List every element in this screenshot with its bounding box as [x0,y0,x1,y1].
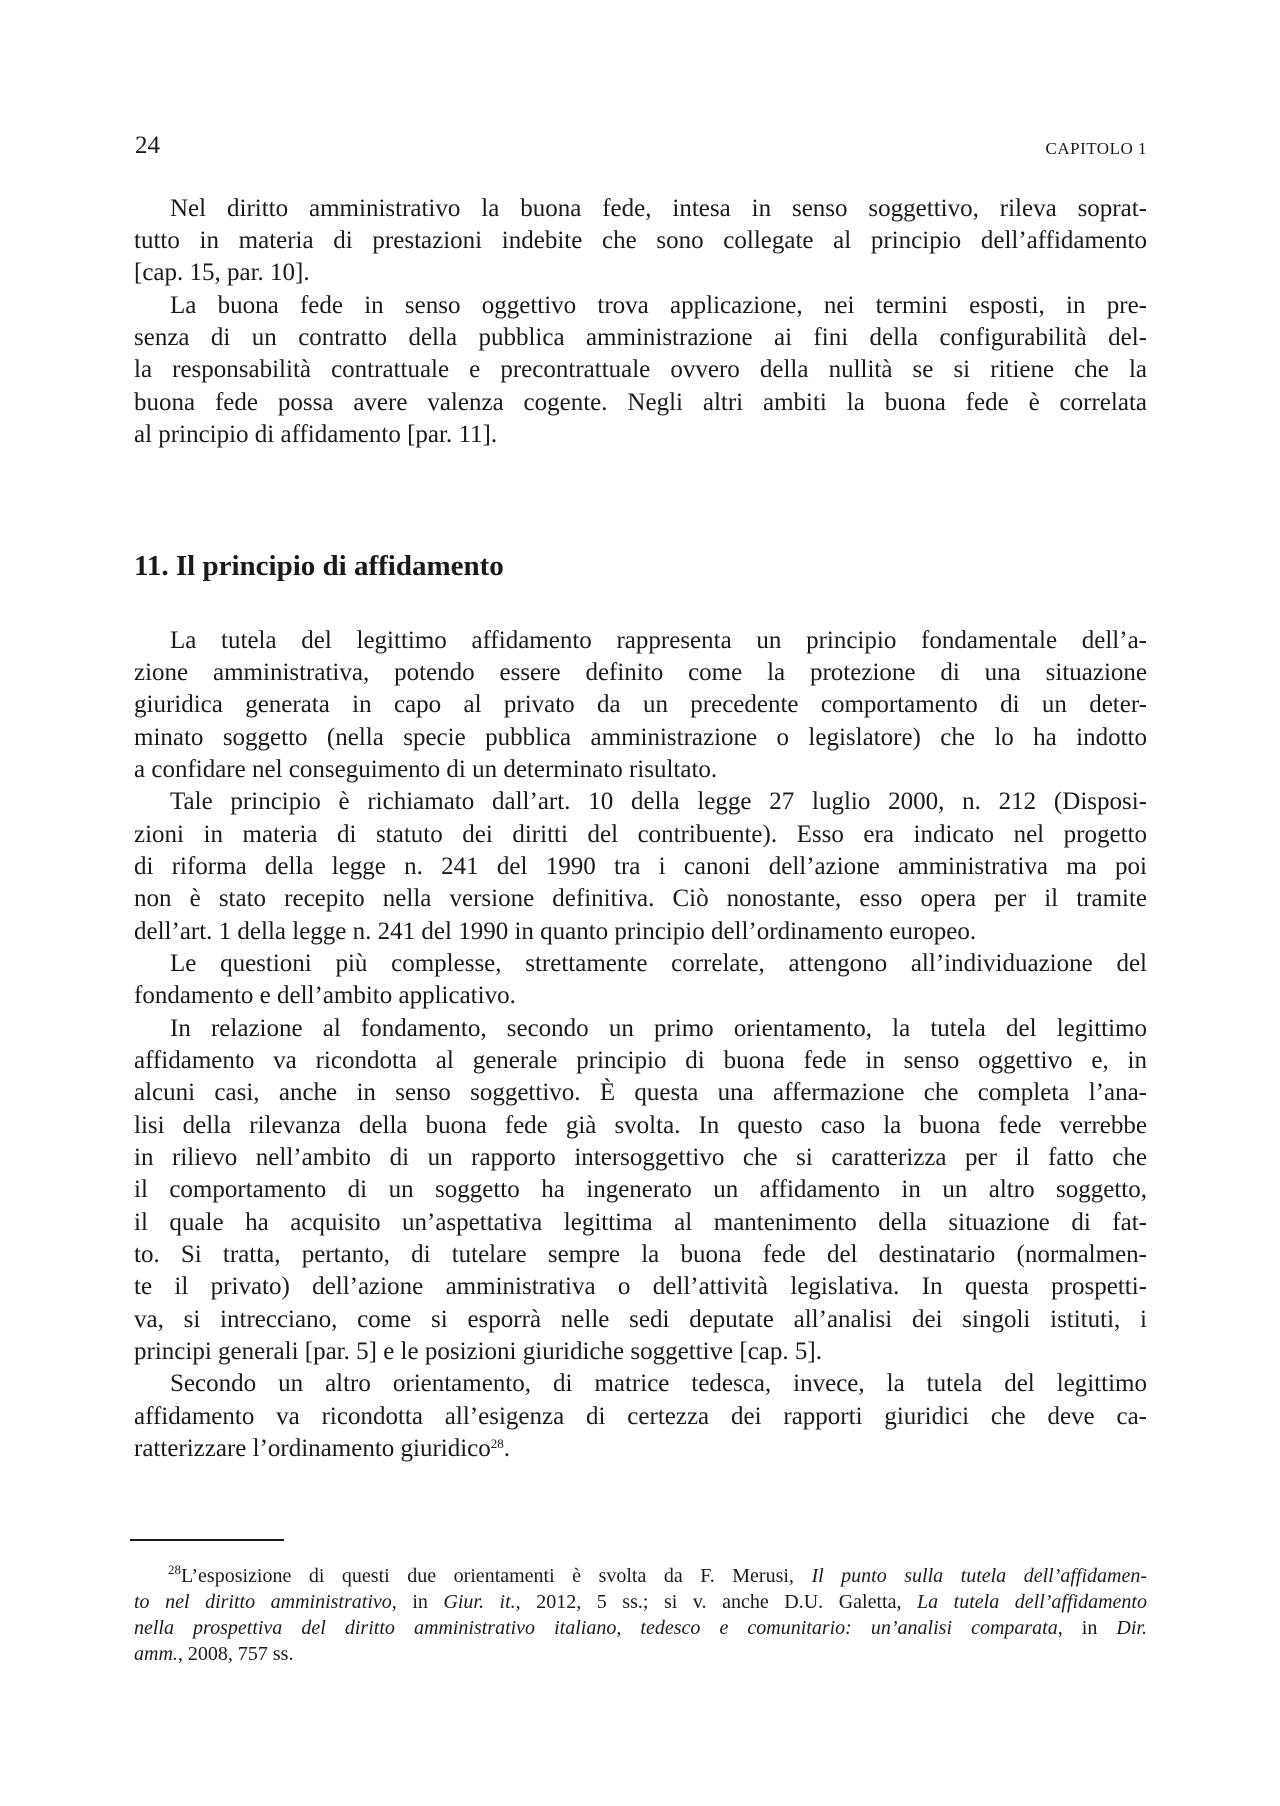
footnote-text: , 2008, 757 ss. [177,1643,294,1665]
text-line: Tale principio è richiamato dall’art. 10 della legge 27 luglio 2000, n. 212 (Disposi- [170,788,1147,815]
text-line: alcuni casi, anche in senso soggettivo. È questa una affermazione che completa l’ana- [134,1079,1147,1106]
footnote-title: Il punto sulla tutela dell’affidamen- [811,1565,1147,1587]
punctuation: . [503,1435,511,1462]
text-line: va, si intrecciano, come si esporrà nelle sedi deputate all’analisi dei singoli istituti, i [134,1306,1147,1333]
text-line: zioni in materia di statuto dei diritti del contribuente). Esso era indicato nel progetto [134,821,1147,848]
text-line: di riforma della legge n. 241 del 1990 tra i canoni dell’azione amministrativa ma poi [134,853,1147,880]
footnote-line [134,1642,1147,1666]
text-line: la responsabilità contrattuale e precontrattuale ovvero della nullità se si ritiene che la [134,356,1147,383]
text-line: La tutela del legittimo affidamento rappresenta un principio fondamentale dell’a- [170,627,1147,654]
text-line: te il privato) dell’azione amministrativa o dell’attività legislativa. In questa prospetti- [134,1273,1147,1300]
text-line: Nel diritto amministrativo la buona fede, intesa in senso soggettivo, rileva soprat- [170,195,1147,222]
footnote-line [168,1564,1147,1588]
footnote-title: to nel diritto amministrativo [134,1591,392,1613]
journal-name: Giur. it. [443,1591,516,1613]
text-line [134,1434,1147,1464]
text-line: buona fede possa avere valenza cogente. Negli altri ambiti la buona fede è correlata [134,389,1147,416]
journal-name: amm. [134,1643,178,1665]
text-line-content: ratterizzare l’ordinamento giuridico [134,1435,491,1462]
footnote-text: , 2012, 5 ss.; si v. anche D.U. Galetta, [515,1591,918,1613]
text-line: Secondo un altro orientamento, di matrice tedesca, invece, la tutela del legittimo [170,1370,1147,1397]
footnote-reference[interactable]: 28 [490,1436,504,1451]
text-line: il comportamento di un soggetto ha ingenerato un affidamento in un altro soggetto, [134,1176,1147,1203]
text-line: to. Si tratta, pertanto, di tutelare sempre la buona fede del destinatario (normalmen- [134,1241,1147,1268]
text-line: dell’art. 1 della legge n. 241 del 1990 in quanto principio dell’ordinamento europeo. [134,918,977,945]
text-line: minato soggetto (nella specie pubblica amministrazione o legislatore) che lo ha indotto [134,724,1147,751]
text-line: in rilievo nell’ambito di un rapporto intersoggettivo che si caratterizza per il fatto che [134,1144,1147,1171]
text-line: principi generali [par. 5] e le posizioni giuridiche soggettive [cap. 5]. [134,1338,822,1365]
footnote-text: L’esposizione di questi due orientamenti è svolta da F. Merusi, [181,1565,812,1587]
page-number: 24 [135,132,160,159]
text-line: lisi della rilevanza della buona fede già svolta. In questo caso la buona fede verrebbe [134,1112,1147,1139]
journal-name: Dir. [1116,1617,1147,1639]
footnote-title: La tutela dell’affidamento [917,1591,1147,1613]
text-line: fondamento e dell’ambito applicativo. [134,982,516,1009]
footnote-text: , in [391,1591,444,1613]
text-line: al principio di affidamento [par. 11]. [134,421,498,448]
footnote-title: nella prospettiva del diritto amministrativo italiano, tedesco e comunitario: un’analisi comparata [134,1617,1058,1639]
text-line: affidamento va ricondotta al generale principio di buona fede in senso oggettivo e, in [134,1047,1147,1074]
text-line: In relazione al fondamento, secondo un primo orientamento, la tutela del legittimo [170,1015,1147,1042]
footnote-separator [130,1539,284,1541]
text-line: affidamento va ricondotta all’esigenza di certezza dei rapporti giuridici che deve ca- [134,1403,1147,1430]
section-heading: 11. Il principio di affidamento [134,550,504,582]
text-line: La buona fede in senso oggettivo trova applicazione, nei termini esposti, in pre- [170,292,1147,319]
text-line: a confidare nel conseguimento di un determinato risultato. [134,756,718,783]
text-line: giuridica generata in capo al privato da un precedente comportamento di un deter- [134,691,1147,718]
text-line: Le questioni più complesse, strettamente correlate, attengono all’individuazione del [170,950,1147,977]
footnote-text: , in [1057,1617,1117,1639]
text-line: il quale ha acquisito un’aspettativa legittima al mantenimento della situazione di fat- [134,1209,1147,1236]
footnote-line [134,1616,1147,1640]
footnote-line [134,1590,1147,1614]
text-line: senza di un contratto della pubblica amministrazione ai fini della configurabilità del- [134,324,1147,351]
chapter-label: CAPITOLO 1 [1045,139,1147,158]
text-line: non è stato recepito nella versione definitiva. Ciò nonostante, esso opera per il tramite [134,885,1147,912]
text-line: [cap. 15, par. 10]. [134,259,310,286]
text-line: zione amministrativa, potendo essere definito come la protezione di una situazione [134,659,1147,686]
footnote-number: 28 [168,1562,181,1577]
text-line: tutto in materia di prestazioni indebite che sono collegate al principio dell’affidamento [134,227,1147,254]
